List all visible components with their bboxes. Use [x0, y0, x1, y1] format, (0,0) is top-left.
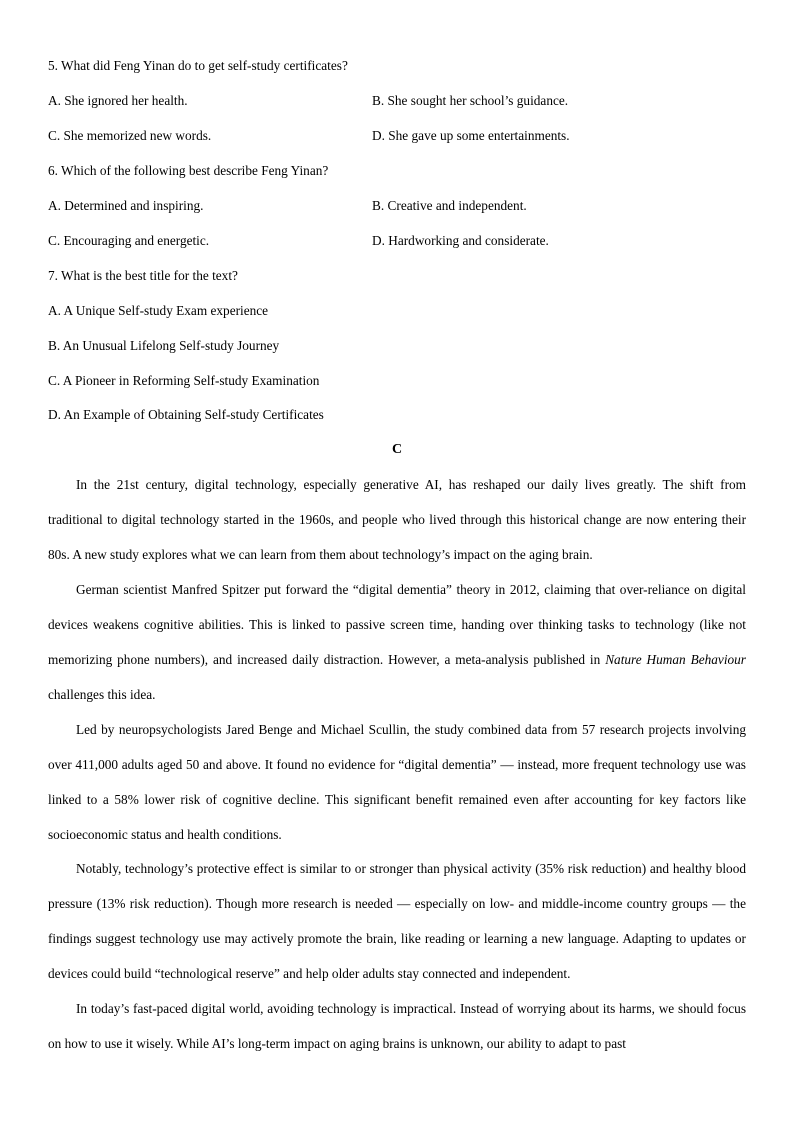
- question-6-option-c: C. Encouraging and energetic.: [48, 233, 210, 248]
- question-7-stem: 7. What is the best title for the text?: [48, 268, 238, 283]
- question-6-option-b: B. Creative and independent.: [372, 198, 527, 213]
- question-6-option-d: D. Hardworking and considerate.: [372, 233, 549, 248]
- question-7-option-a: A. A Unique Self-study Exam experience: [48, 303, 269, 318]
- question-7-option-b: B. An Unusual Lifelong Self-study Journey: [48, 338, 280, 353]
- passage-paragraph-5: In today’s fast-paced digital world, avoiding technology is impractical. Instead of worrying about its harms, we should focus on how to use it wisely. While AI’s long-term impact on aging brains is unknown, our ability to adapt to past: [48, 1001, 746, 1051]
- question-6-stem: 6. Which of the following best describe Feng Yinan?: [48, 163, 329, 178]
- journal-title: Nature Human Behaviour: [605, 652, 746, 667]
- passage-paragraph-1: In the 21st century, digital technology, especially generative AI, has reshaped our daily lives greatly. The shift from traditional to digital technology started in the 1960s, and people who lived through this historical change are now entering their 80s. A new study explores what we can learn from them about technology’s impact on the aging brain.: [48, 477, 746, 562]
- question-7-option-c: C. A Pioneer in Reforming Self-study Examination: [48, 373, 320, 388]
- section-heading: C: [391, 442, 403, 457]
- question-5-option-c: C. She memorized new words.: [48, 128, 212, 143]
- passage-paragraph-2: [48, 572, 746, 712]
- question-6-option-a: A. Determined and inspiring.: [48, 198, 204, 213]
- question-5-option-d: D. She gave up some entertainments.: [372, 128, 570, 143]
- question-5-stem: 5. What did Feng Yinan do to get self-study certificates?: [48, 58, 348, 73]
- paragraph-2-text-end: challenges this idea.: [48, 687, 156, 702]
- question-7-option-d: D. An Example of Obtaining Self-study Certificates: [48, 407, 324, 422]
- question-5-option-b: B. She sought her school’s guidance.: [372, 93, 569, 108]
- question-5-option-a: A. She ignored her health.: [48, 93, 188, 108]
- passage-paragraph-3: Led by neuropsychologists Jared Benge and Michael Scullin, the study combined data from 57 research projects involving over 411,000 adults aged 50 and above. It found no evidence for “digital dementia” — instead, more frequent technology use was linked to a 58% lower risk of cognitive decline. This significant benefit remained even after accounting for key factors like socioeconomic status and health conditions.: [48, 722, 746, 842]
- passage-paragraph-4: Notably, technology’s protective effect is similar to or stronger than physical activity (35% risk reduction) and healthy blood pressure (13% risk reduction). Though more research is needed — especially on low- and middle-income country groups — the findings suggest technology use may actively promote the brain, like reading or learning a new language. Adapting to updates or devices could build “technological reserve” and help older adults stay connected and independent.: [48, 861, 746, 981]
- paragraph-2-text-start: German scientist Manfred Spitzer put forward the “digital dementia” theory in 2012, claiming that over-reliance on digital devices weakens cognitive abilities. This is linked to passive screen time, handing over thinking tasks to technology (like not memorizing phone numbers), and increased daily distraction. However, a meta-analysis published in: [48, 582, 746, 667]
